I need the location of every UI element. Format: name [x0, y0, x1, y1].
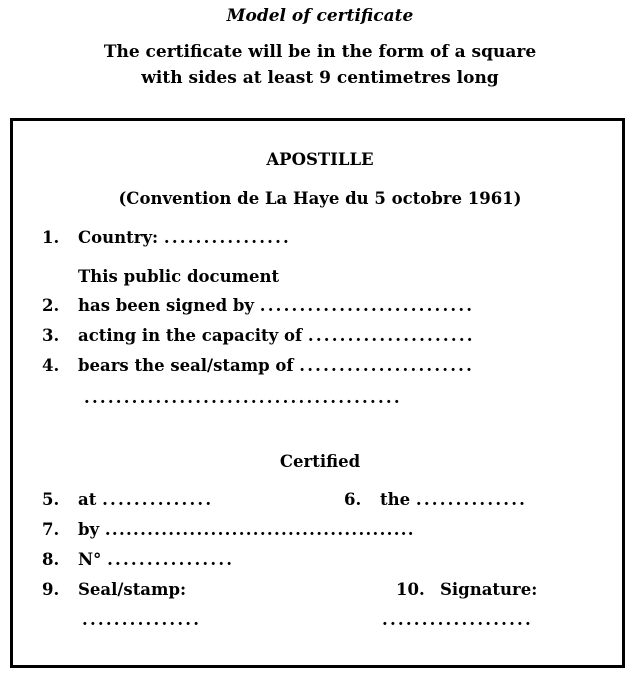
field-signed-by — [42, 296, 474, 315]
fill-in-dots[interactable]: .............. — [415, 490, 528, 509]
field-at — [42, 490, 213, 509]
fill-in-dots[interactable]: ...................... — [299, 356, 475, 375]
model-title: Model of certificate — [226, 6, 414, 26]
field-label: by — [78, 520, 100, 539]
field-label: Seal/stamp: — [78, 580, 187, 599]
field-number: 3. — [42, 326, 60, 345]
field-number: 8. — [42, 550, 60, 569]
signature-dots[interactable]: ................... — [382, 610, 533, 629]
field-country — [42, 228, 291, 247]
field-label: acting in the capacity of — [78, 326, 303, 345]
field-number: 10. — [396, 580, 425, 599]
field-capacity — [42, 326, 475, 345]
convention-text: (Convention de La Haye du 5 octobre 1961) — [118, 189, 522, 208]
field-label: Country: — [78, 228, 159, 247]
field-label: N° — [78, 550, 102, 569]
field-number: 1. — [42, 228, 60, 247]
fill-in-dots[interactable]: ........................... — [259, 296, 475, 315]
fill-in-dots[interactable]: ................ — [107, 550, 235, 569]
field-seal-stamp — [42, 580, 186, 599]
field-label: Signature: — [440, 580, 538, 599]
field-date — [344, 490, 527, 509]
field-seal-stamp-of — [42, 356, 474, 375]
field-label: has been signed by — [78, 296, 254, 315]
field-signature — [396, 580, 537, 599]
field-label: bears the seal/stamp of — [78, 356, 294, 375]
fill-in-dots[interactable]: .............. — [102, 490, 214, 509]
fill-in-dots[interactable]: ................ — [163, 228, 291, 247]
continuation-dots[interactable]: ........................................ — [84, 388, 402, 407]
field-by — [42, 520, 415, 539]
field-label: at — [78, 490, 97, 509]
field-number: 6. — [344, 490, 362, 509]
seal-stamp-dots[interactable]: ............... — [82, 610, 202, 629]
field-number: 9. — [42, 580, 60, 599]
field-number: 4. — [42, 356, 60, 375]
field-number: 5. — [42, 490, 60, 509]
subtitle-line-1: The certificate will be in the form of a square — [103, 42, 537, 62]
subtitle-line-2: with sides at least 9 centimetres long — [141, 68, 499, 88]
fill-in-dots[interactable]: ............................................ — [104, 520, 415, 539]
fill-in-dots[interactable]: ..................... — [307, 326, 475, 345]
field-number-no — [42, 550, 234, 569]
field-number: 7. — [42, 520, 60, 539]
field-number: 2. — [42, 296, 60, 315]
apostille-title: APOSTILLE — [266, 150, 374, 169]
certified-heading: Certified — [279, 452, 361, 471]
field-label: the — [380, 490, 411, 509]
public-document-intro: This public document — [78, 267, 280, 286]
